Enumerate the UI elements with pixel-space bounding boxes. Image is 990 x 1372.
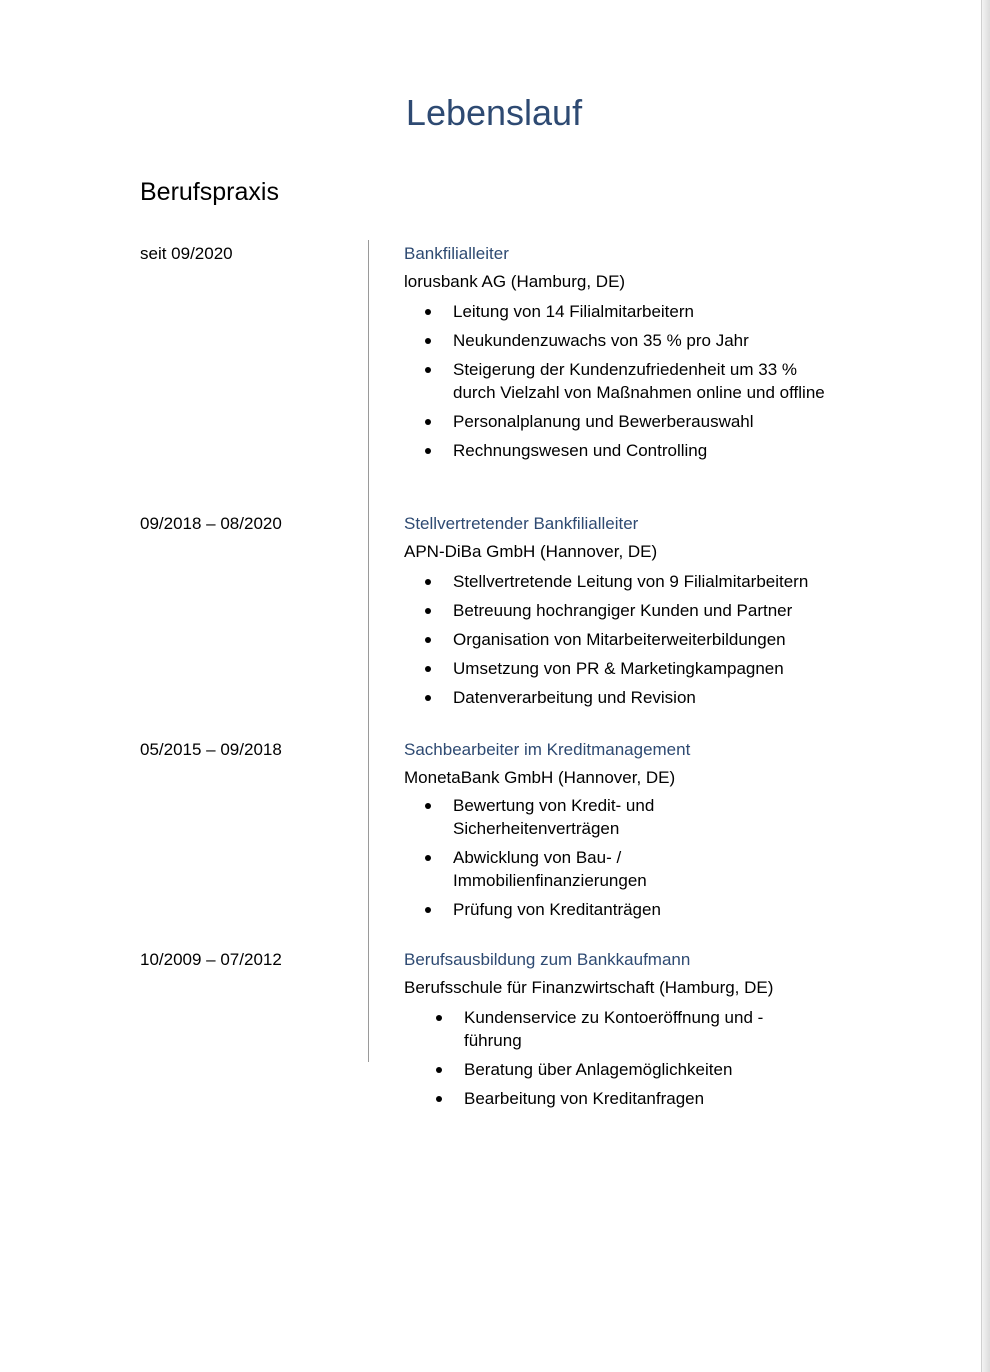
entry-job-title: Bankfilialleiter [404,244,509,263]
entry-company: APN-DiBa GmbH (Hannover, DE) [404,542,658,561]
timeline-divider [368,240,369,1062]
bullet-item: Leitung von 14 Filialmitarbeitern [453,300,833,323]
entry-bullet-list [464,1006,804,1116]
entry-job-title: Berufsausbildung zum Bankkaufmann [404,950,691,969]
bullet-item: Datenverarbeitung und Revision [453,686,853,709]
entry-date: 05/2015 – 09/2018 [140,740,282,759]
entry-date: 10/2009 – 07/2012 [140,950,282,969]
entry-bullet-list [453,794,688,927]
bullet-item: Neukundenzuwachs von 35 % pro Jahr [453,329,833,352]
entry-company: Berufsschule für Finanzwirtschaft (Hamburg, DE) [404,978,774,997]
bullet-item: Rechnungswesen und Controlling [453,439,833,462]
entry-company: MonetaBank GmbH (Hannover, DE) [404,768,676,787]
bullet-item: Organisation von Mitarbeiterweiterbildungen [453,628,853,651]
entry-bullet-list [453,570,853,715]
bullet-item: Personalplanung und Bewerberauswahl [453,410,833,433]
bullet-item: Beratung über Anlagemöglichkeiten [464,1058,804,1081]
bullet-item: Abwicklung von Bau- / Immobilienfinanzierungen [453,846,688,892]
bullet-item: Betreuung hochrangiger Kunden und Partner [453,599,853,622]
bullet-item: Prüfung von Kreditanträgen [453,898,688,921]
document-title: Lebenslauf [405,92,583,133]
bullet-item: Steigerung der Kundenzufriedenheit um 33 % durch Vielzahl von Maßnahmen online und offline [453,358,833,404]
page-edge [981,0,990,1372]
bullet-item: Umsetzung von PR & Marketingkampagnen [453,657,853,680]
bullet-item: Kundenservice zu Kontoeröffnung und -führung [464,1006,804,1052]
entry-date: seit 09/2020 [140,244,233,263]
entry-bullet-list [453,300,833,468]
entry-job-title: Sachbearbeiter im Kreditmanagement [404,740,691,759]
entry-date: 09/2018 – 08/2020 [140,514,282,533]
bullet-item: Bewertung von Kredit- und Sicherheitenverträgen [453,794,688,840]
entry-job-title: Stellvertretender Bankfilialleiter [404,514,639,533]
entry-company: lorusbank AG (Hamburg, DE) [404,272,626,291]
section-title: Berufspraxis [140,178,279,206]
bullet-item: Bearbeitung von Kreditanfragen [464,1087,804,1110]
bullet-item: Stellvertretende Leitung von 9 Filialmitarbeitern [453,570,853,593]
